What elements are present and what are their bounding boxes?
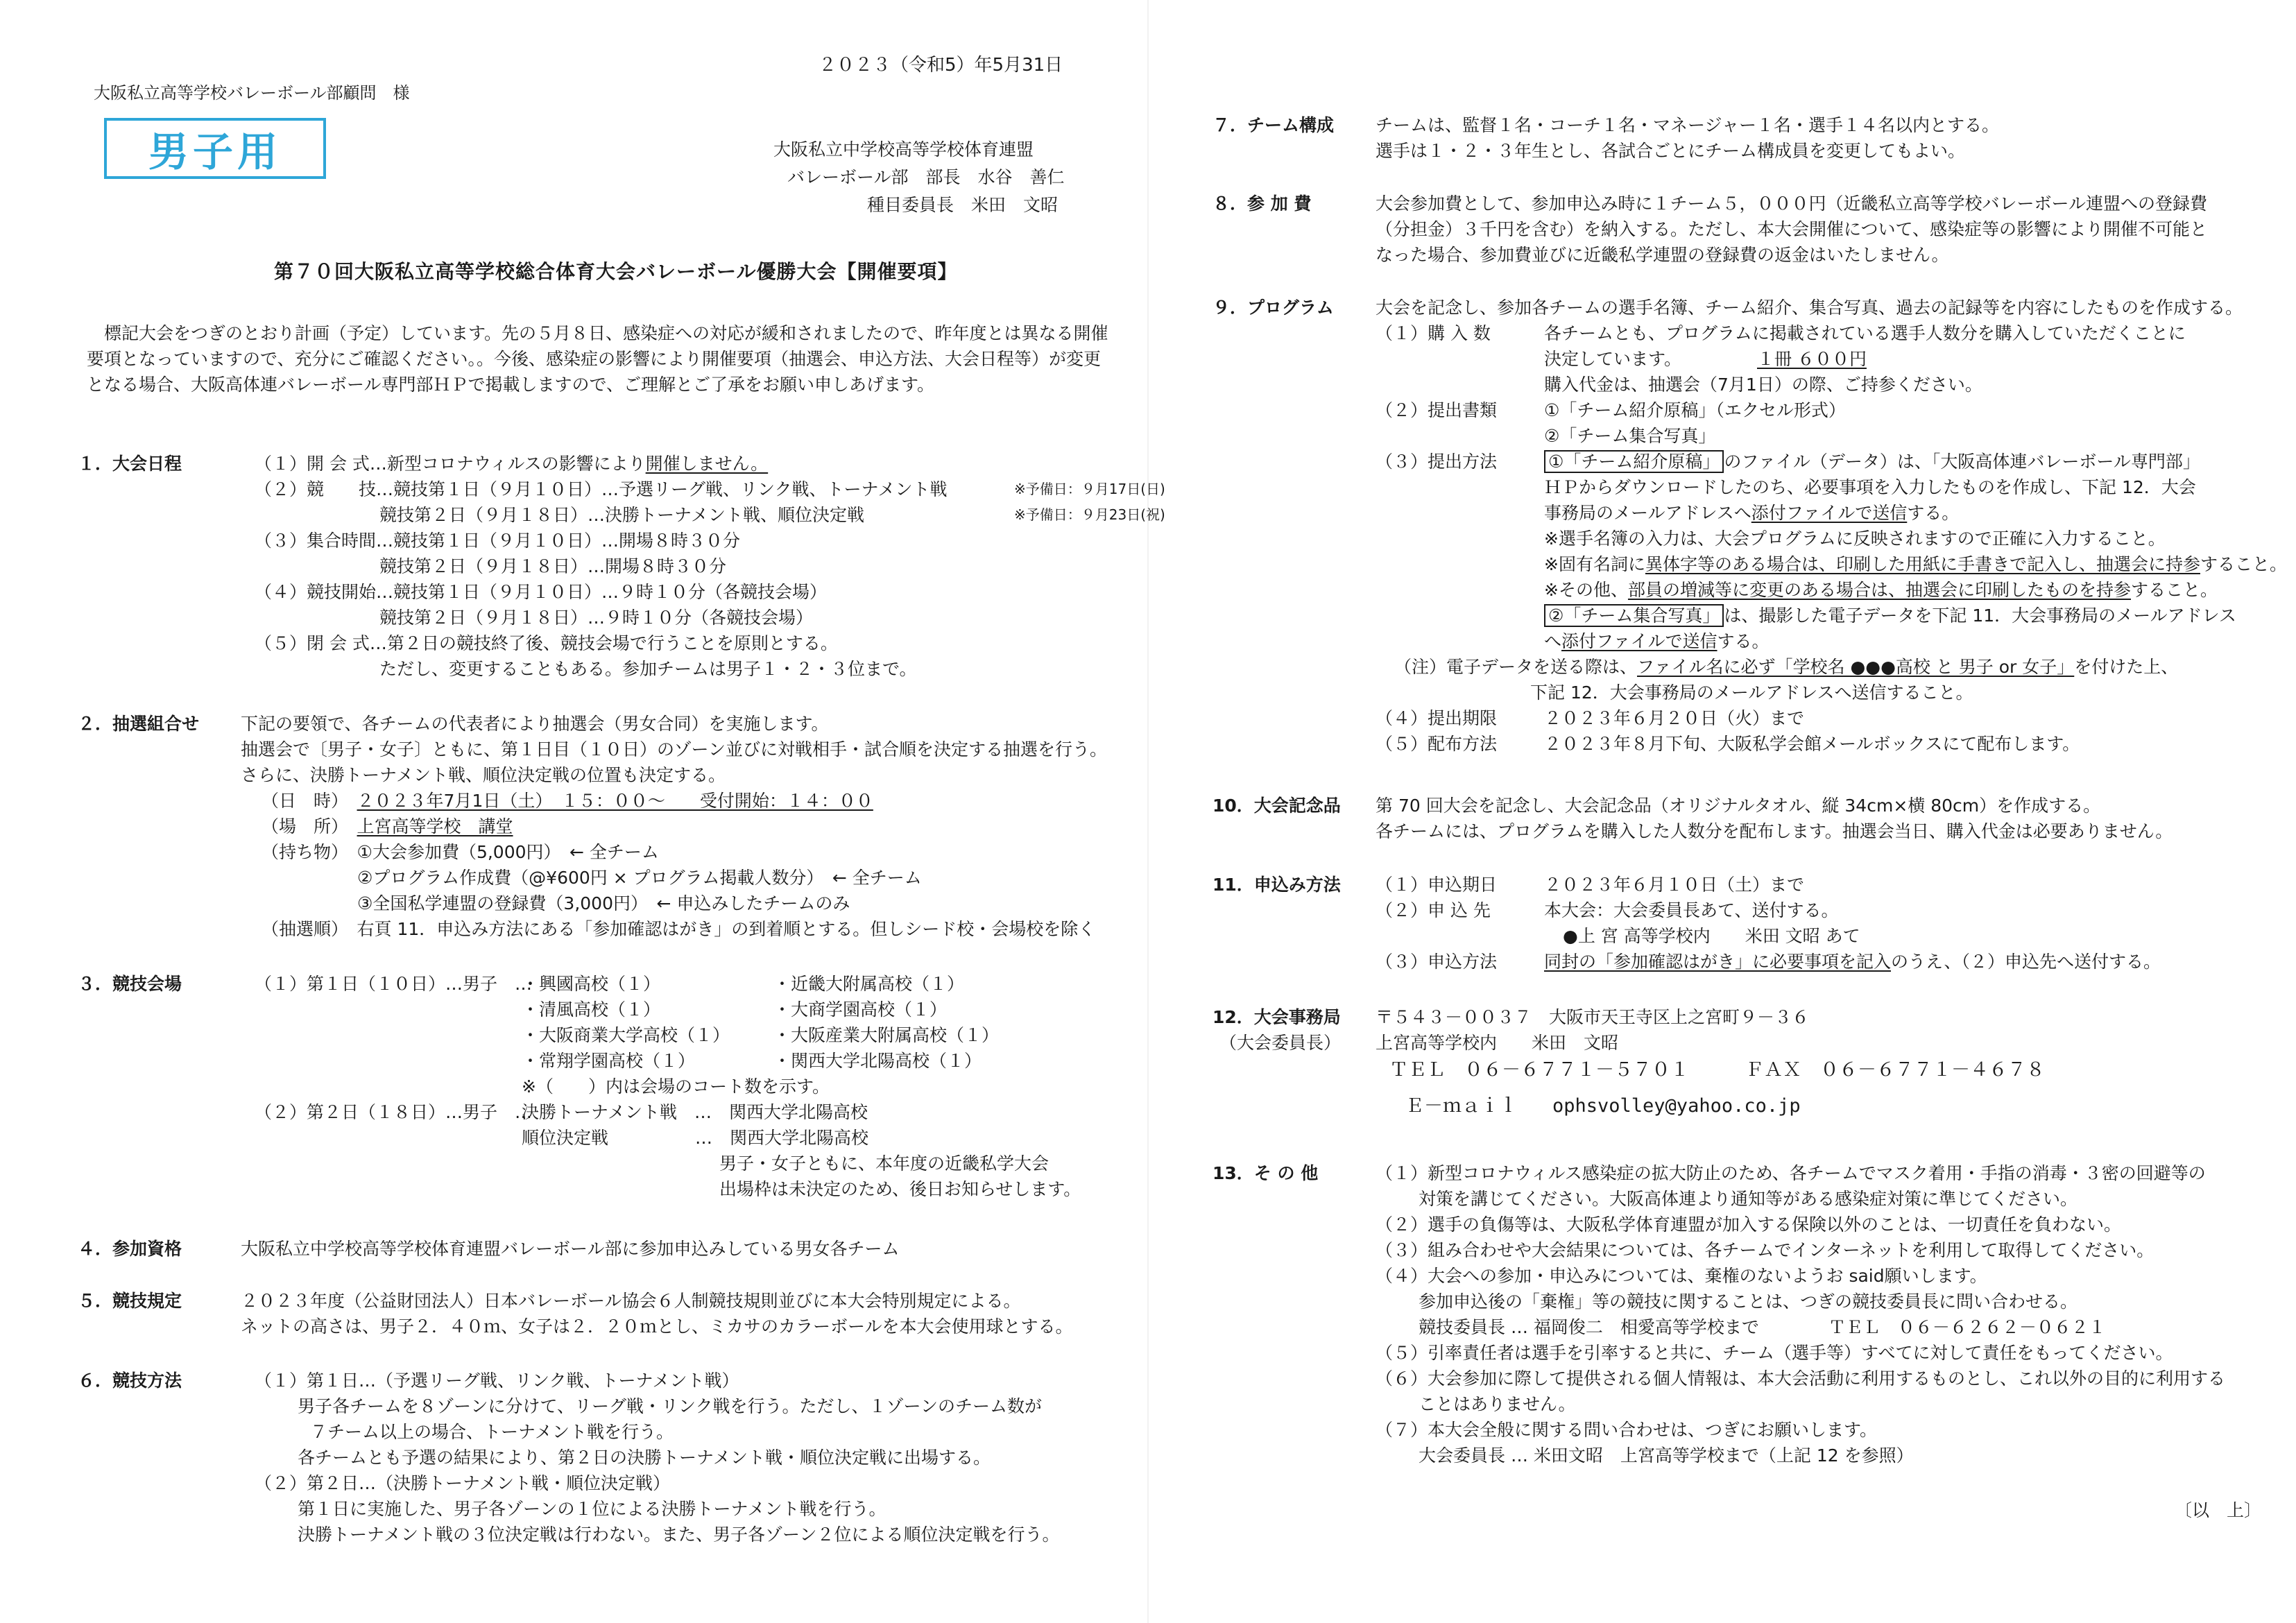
schedule-row: （５）閉 会 式…第２日の競技終了後、競技会場で行うことを原則とする。: [255, 633, 838, 653]
lottery-item: ①大会参加費（5,000円） ← 全チーム: [357, 842, 659, 862]
section-heading: [1213, 872, 1341, 898]
program-note-row: [1544, 577, 2218, 603]
section-heading: [78, 971, 182, 997]
fee-text: （分担金）３千円を含む）を納入する。ただし、本大会開催について、感染症等の影響により開催不可能と: [1376, 219, 2208, 239]
application-emphasis: 同封の「参加確認はがき」に必要事項を記入: [1544, 952, 1892, 972]
other-row: （３）組み合わせや大会結果については、各チームでインターネットを利用して取得してください。: [1376, 1240, 2154, 1260]
schedule-text: （１）開 会 式…新型コロナウィルスの影響により: [255, 454, 646, 474]
section-label: チーム構成: [1247, 115, 1335, 135]
program-method-row: [1544, 603, 2236, 628]
section-heading: [78, 451, 182, 476]
section-heading: [1213, 112, 1334, 138]
program-text: 決定しています。: [1544, 349, 1682, 369]
section-label: そ の 他: [1253, 1163, 1319, 1183]
program-key: （３）提出方法: [1376, 452, 1498, 472]
document-title: 第７０回大阪私立高等学校総合体育大会バレーボール優勝大会【開催要項】: [274, 260, 958, 283]
venue-kinki-note: 男子・女子ともに、本年度の近畿私学大会: [719, 1153, 1050, 1174]
section-sublabel: （大会委員長）: [1219, 1033, 1342, 1053]
other-row: （４）大会への参加・申込みについては、棄権のないようお said願いします。: [1376, 1266, 1987, 1286]
venue-item: ・関西大学北陽高校（１）: [773, 1051, 982, 1071]
office-email-label: Ｅ－ｍａｉｌ: [1405, 1095, 1518, 1117]
program-text: （注）電子データを送る際は、: [1394, 657, 1638, 677]
section-label: 競技会場: [112, 974, 182, 994]
program-note: すること。: [2200, 554, 2287, 574]
backup-day-note: ※予備日：９月23日(祝): [1014, 506, 1165, 523]
venue-item: ・常翔学園高校（１）: [522, 1051, 696, 1071]
section-number: ５．: [78, 1291, 113, 1311]
team-text: チームは、監督１名・コーチ１名・マネージャー１名・選手１４名以内とする。: [1376, 115, 2000, 135]
closing-mark: 〔以 上〕: [2174, 1500, 2261, 1520]
lottery-row: ③全国私学連盟の登録費（3,000円） ← 申込みしたチームのみ: [357, 893, 850, 913]
venue-item: ・近畿大附属高校（１）: [773, 974, 965, 994]
program-note: ※選手名簿の入力は、大会プログラムに反映されますので正確に入力すること。: [1544, 529, 2166, 549]
other-row: （２）選手の負傷等は、大阪私学体育連盟が加入する保険以外のことは、一切責任を負わない。: [1376, 1214, 2122, 1235]
application-recipient: ●上 宮 高等学校内 米田 文昭 あて: [1563, 926, 1860, 946]
sender-line-1: バレーボール部 部長 水谷 善仁: [787, 167, 1065, 187]
section-number: ３．: [78, 974, 113, 994]
format-row: 各チームとも予選の結果により、第２日の決勝トーナメント戦・順位決定戦に出場する。: [298, 1448, 991, 1468]
lottery-key: （抽選順）: [262, 919, 340, 939]
program-price: １冊 ６００円: [1757, 349, 1867, 369]
section-label: 参加資格: [112, 1239, 182, 1259]
program-note: すること。: [2130, 580, 2218, 600]
lottery-venue: 上宮高等学校 講堂: [357, 816, 513, 836]
office-contact: 上宮高等学校内 米田 文昭: [1376, 1033, 1619, 1053]
program-text: のファイル（データ）は、「大阪高体連バレーボール専門部」: [1724, 452, 2200, 472]
program-text: 下記 12．大会事務局のメールアドレスへ送信すること。: [1530, 682, 1973, 703]
lottery-row: 抽選会で〔男子・女子〕ともに、第１日目（１０日）のゾーン並びに対戦相手・試合順を決定する抽選を行う。: [241, 739, 1108, 759]
schedule-text: 開催しません。: [645, 454, 769, 474]
venue-item: ・興國高校（１）: [522, 974, 661, 994]
schedule-row: [255, 451, 1115, 476]
section-label: 抽選組合せ: [112, 714, 200, 734]
other-row: （６）大会参加に際して提供される個人情報は、本大会活動に利用するものとし、これ以外の目的に利用する: [1376, 1368, 2226, 1389]
application-text: 本大会：大会委員長あて、送付する。: [1544, 900, 1839, 920]
venue-day-1: （１）第１日（１０日）…男子 …: [255, 974, 533, 994]
program-method-row: [1544, 500, 1959, 526]
format-row: ７チーム以上の場合、トーナメント戦を行う。: [310, 1422, 674, 1442]
section-number: ４．: [78, 1239, 113, 1259]
program-text: へ: [1544, 631, 1562, 651]
format-row: 第１日に実施した、男子各ゾーンの１位による決勝トーナメント戦を行う。: [298, 1499, 886, 1519]
mens-edition-stamp: 男子用: [104, 118, 326, 179]
section-label: プログラム: [1247, 298, 1334, 318]
lottery-order: 右頁 11．申込み方法にある「参加確認はがき」の到着順とする。但しシード校・会場校を除く: [357, 919, 1096, 939]
program-note: ※固有名詞に: [1544, 554, 1645, 574]
program-key: （２）提出書類: [1376, 400, 1498, 420]
program-caution-row: [1394, 654, 2178, 680]
section-label: 大会記念品: [1253, 796, 1341, 816]
program-key: （１）購 入 数: [1376, 323, 1491, 343]
schedule-row: 競技第２日（９月１８日）…９時１０分（各競技会場）: [379, 608, 814, 628]
program-deadline: ２０２３年６月２０日（火）まで: [1544, 708, 1805, 728]
other-row: （７）本大会全般に関する問い合わせは、つぎにお願いします。: [1376, 1420, 1878, 1440]
intro-line: となる場合、大阪高体連バレーボール専門部ＨＰで掲載しますので、ご理解とご了承をお願い申しあげます。: [87, 375, 935, 395]
rules-text: ネットの高さは、男子２．４０ｍ、女子は２．２０ｍとし、ミカサのカラーボールを本大会使用球とする。: [241, 1316, 1073, 1337]
schedule-row: ただし、変更することもある。参加チームは男子１・２・３位まで。: [379, 659, 917, 679]
section-number: 12．: [1213, 1007, 1254, 1027]
schedule-row: 競技第２日（９月１８日）…開場８時３０分: [379, 556, 727, 576]
right-page: [1148, 0, 2296, 1623]
program-text: する。: [1717, 631, 1770, 651]
other-row: 競技委員長 … 福岡俊二 相愛高等学校まで ＴＥＬ ０６－６２６２－０６２１: [1419, 1317, 2106, 1337]
other-row: （５）引率責任者は選手を引率すると共に、チーム（選手等）すべてに対して責任をもってください。: [1376, 1343, 2173, 1363]
venue-kinki-note: 出場枠は未決定のため、後日お知らせします。: [719, 1179, 1081, 1199]
lottery-key: （日 時）: [262, 791, 340, 811]
program-text: 購入代金は、抽選会（7月1日）の際、ご持参ください。: [1544, 375, 1982, 395]
other-row: 参加申込後の「棄権」等の競技に関することは、つぎの競技委員長に問い合わせる。: [1419, 1291, 2078, 1312]
program-text: ＨＰからダウンロードしたのち、必要事項を入力したものを作成し、下記 12．大会: [1544, 477, 2196, 497]
program-emphasis: 部員の増減等に変更のある場合は、抽選会に印刷したものを持参: [1627, 580, 2131, 600]
program-note-row: [1544, 551, 2287, 577]
section-label: 申込み方法: [1253, 875, 1341, 895]
program-emphasis: 添付ファイルで送信: [1561, 631, 1717, 651]
section-number: １．: [78, 454, 113, 474]
section-heading: [78, 1288, 182, 1314]
section-number: ７．: [1213, 115, 1248, 135]
format-row: 男子各チームを８ゾーンに分けて、リーグ戦・リンク戦を行う。ただし、１ゾーンのチーム数が: [298, 1396, 1043, 1416]
souvenir-text: 第 70 回大会を記念し、大会記念品（オリジナルタオル、縦 34cm×横 80cm）を作成する。: [1376, 796, 2101, 816]
program-key: （４）提出期限: [1376, 708, 1498, 728]
program-note: ※その他、: [1544, 580, 1628, 600]
section-number: ２．: [78, 714, 113, 734]
lottery-row: [241, 839, 1115, 865]
lottery-row: さらに、決勝トーナメント戦、順位決定戦の位置も決定する。: [241, 765, 726, 785]
section-heading: [1213, 1004, 1341, 1030]
boxed-term: ②「チーム集合写真」: [1544, 604, 1724, 627]
venue-item: ・大商学園高校（１）: [773, 999, 948, 1020]
lottery-row: [241, 814, 1115, 839]
section-heading: [78, 1236, 182, 1262]
application-deadline: ２０２３年６月１０日（土）まで: [1544, 875, 1805, 895]
intro-paragraph: [87, 320, 1108, 397]
office-address: 〒５４３－００３７ 大阪市天王寺区上之宮町９－３６: [1376, 1007, 1810, 1027]
office-phone-fax: ＴＥＬ ０６－６７７１－５７０１ ＦＡＸ ０６－６７７１－４６７８: [1389, 1059, 2045, 1081]
program-method-row: [1544, 449, 2200, 474]
intro-line: 標記大会をつぎのとおり計画（予定）しています。先の５月８日、感染症への対応が緩和されましたので、昨年度とは異なる開催: [87, 323, 1108, 343]
application-key: （３）申込方法: [1376, 952, 1498, 972]
other-row: 大会委員長 … 米田文昭 上宮高等学校まで（上記 12 を参照）: [1419, 1445, 1914, 1466]
sender-org: 大阪私立中学校高等学校体育連盟: [773, 139, 1034, 160]
program-emphasis: 添付ファイルで送信: [1751, 503, 1908, 523]
sender-block: [773, 136, 1079, 219]
section-label: 競技規定: [112, 1291, 182, 1311]
venue-day-2-final: 決勝トーナメント戦 … 関西大学北陽高校: [522, 1102, 868, 1122]
program-text: する。: [1907, 503, 1960, 523]
format-row: （１）第１日…（予選リーグ戦、リンク戦、トーナメント戦）: [255, 1371, 739, 1391]
office-email-link[interactable]: ophsvolley@yahoo.co.jp: [1552, 1095, 1801, 1117]
section-heading: [78, 711, 199, 737]
program-filename-rule: ファイル名に必ず「学校名 ●●●高校 と 男子 or 女子」: [1637, 657, 2075, 677]
program-text: ②「チーム集合写真」: [1544, 426, 1716, 446]
lottery-row: 下記の要領で、各チームの代表者により抽選会（男女合同）を実施します。: [241, 714, 829, 734]
program-text: ①「チーム紹介原稿」（エクセル形式）: [1544, 400, 1846, 420]
other-row: ことはありません。: [1419, 1394, 1576, 1414]
section-number: ８．: [1213, 194, 1248, 214]
venue-day-2: （２）第２日（１８日）…男子 …: [255, 1102, 533, 1122]
lottery-key: （場 所）: [262, 816, 340, 836]
fee-text: 大会参加費として、参加申込み時に１チーム５，０００円（近畿私立高等学校バレーボール連盟への登録費: [1376, 194, 2208, 214]
other-row: （１）新型コロナウィルス感染症の拡大防止のため、各チームでマスク着用・手指の消毒・３密の回避等の: [1376, 1163, 2206, 1183]
application-key: （１）申込期日: [1376, 875, 1498, 895]
program-key: （５）配布方法: [1376, 734, 1498, 754]
program-text: 事務局のメールアドレスへ: [1544, 503, 1751, 523]
issue-date: ２０２３（令和5）年5月31日: [819, 55, 1063, 76]
section-number: ９．: [1213, 298, 1248, 318]
addressee: 大阪私立高等学校バレーボール部顧問 様: [94, 83, 410, 103]
section-label: 大会日程: [112, 454, 182, 474]
program-distribution: ２０２３年８月下旬、大阪私学会館メールボックスにて配布します。: [1544, 734, 2080, 754]
sender-line-2: 種目委員長 米田 文昭: [867, 195, 1059, 215]
section-number: 13．: [1213, 1163, 1254, 1183]
section-heading: [1213, 1160, 1318, 1186]
lottery-key: （持ち物）: [262, 842, 340, 862]
section-label: 参 加 費: [1247, 194, 1312, 214]
section-number: ６．: [78, 1371, 113, 1391]
venue-day-2-ranking: 順位決定戦 … 関西大学北陽高校: [522, 1128, 869, 1148]
lottery-row: ②プログラム作成費（@¥600円 × プログラム掲載人数分） ← 全チーム: [357, 868, 922, 888]
section-heading: [78, 1368, 182, 1393]
fee-text: なった場合、参加費並びに近畿私学連盟の登録費の返金はいたしません。: [1376, 245, 1949, 265]
eligibility-text: 大阪私立中学校高等学校体育連盟バレーボール部に参加申込みしている男女各チーム: [241, 1239, 900, 1259]
schedule-row: （３）集合時間…競技第１日（９月１０日）…開場８時３０分: [255, 531, 741, 551]
venue-item: ・大阪商業大学高校（１）: [522, 1025, 730, 1045]
schedule-row: [255, 502, 1165, 528]
program-text: は、撮影した電子データを下記 11．大会事務局のメールアドレス: [1724, 606, 2236, 626]
section-number: 11．: [1213, 875, 1254, 895]
venue-item: ・大阪産業大附属高校（１）: [773, 1025, 1000, 1045]
souvenir-text: 各チームには、プログラムを購入した人数分を配布します。抽選会当日、購入代金は必要ありません。: [1376, 821, 2173, 841]
schedule-row: （４）競技開始…競技第１日（９月１０日）…９時１０分（各競技会場）: [255, 582, 828, 602]
section-number: 10．: [1213, 796, 1254, 816]
program-text: 大会を記念し、参加各チームの選手名簿、チーム紹介、集合写真、過去の記録等を内容にしたものを作成する。: [1376, 298, 2243, 318]
program-method-row: [1544, 628, 1770, 654]
schedule-text: （２）競 技…競技第１日（９月１０日）…予選リーグ戦、リンク戦、トーナメント戦: [255, 479, 948, 499]
application-text: のうえ、（２）申込先へ送付する。: [1891, 952, 2161, 972]
section-label: 競技方法: [112, 1371, 182, 1391]
program-text: を付けた上、: [2074, 657, 2179, 677]
section-heading: [1213, 793, 1341, 818]
schedule-text: 競技第２日（９月１８日）…決勝トーナメント戦、順位決定戦: [379, 505, 865, 525]
venue-note: ※（ ）内は会場のコート数を示す。: [522, 1076, 830, 1097]
program-emphasis: 異体字等のある場合は、印刷した用紙に手書きで記入し、抽選会に持参: [1645, 554, 2200, 574]
backup-day-note: ※予備日：９月17日(日): [1014, 481, 1165, 497]
program-text: 各チームとも、プログラムに掲載されている選手人数分を購入していただくことに: [1544, 323, 2186, 343]
lottery-row: [241, 916, 1115, 942]
team-text: 選手は１・２・３年生とし、各試合ごとにチーム構成員を変更してもよい。: [1376, 141, 1966, 161]
application-key: （２）申 込 先: [1376, 900, 1491, 920]
application-method: [1544, 949, 2161, 974]
section-label: 大会事務局: [1253, 1007, 1341, 1027]
intro-line: 要項となっていますので、充分にご確認ください。。今後、感染症の影響により開催要項（抽選会、申込方法、大会日程等）が変更: [87, 349, 1102, 369]
boxed-term: ①「チーム紹介原稿」: [1544, 450, 1724, 473]
schedule-row: [255, 476, 1165, 502]
section-heading: [1213, 191, 1311, 216]
lottery-datetime: ２０２３年7月1日（土） １５：００～ 受付開始：１４：００: [357, 791, 873, 811]
format-row: （２）第２日…（決勝トーナメント戦・順位決定戦）: [255, 1473, 671, 1493]
section-heading: [1213, 295, 1334, 320]
venue-item: ・清風高校（１）: [522, 999, 661, 1020]
rules-text: ２０２３年度（公益財団法人）日本バレーボール協会６人制競技規則並びに本大会特別規定による。: [241, 1291, 1021, 1311]
lottery-row: [241, 788, 1115, 814]
format-row: 決勝トーナメント戦の３位決定戦は行わない。また、男子各ゾーン２位による順位決定戦を行う。: [298, 1525, 1060, 1545]
other-row: 対策を講じてください。大阪高体連より通知等がある感染症対策に準じてください。: [1419, 1189, 2078, 1209]
